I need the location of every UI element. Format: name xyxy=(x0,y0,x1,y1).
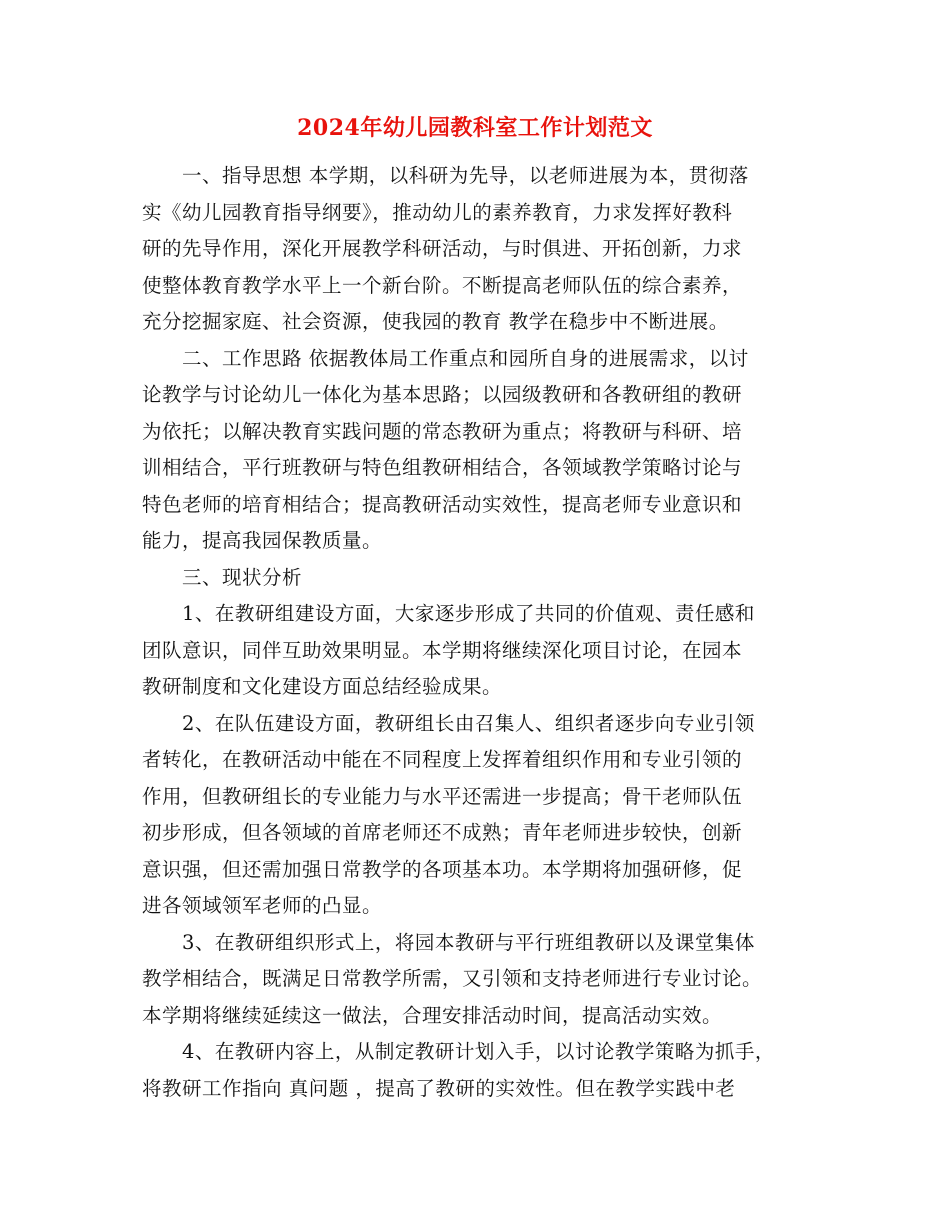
text-line: 实《幼儿园教育指导纲要》，推动幼儿的素养教育，力求发挥好教科 xyxy=(142,200,733,224)
text-line: 者转化，在教研活动中能在不同程度上发挥着组织作用和专业引领的 xyxy=(142,748,743,771)
text-line: 进各领域领军老师的凸显。 xyxy=(142,894,383,917)
text-line: 作用，但教研组长的专业能力与水平还需进一步提高；骨干老师队伍 xyxy=(142,784,743,808)
text-line: 意识强，但还需加强日常教学的各项基本功。本学期将加强研修，促 xyxy=(142,857,743,881)
text-line: 充分挖掘家庭、社会资源，使我园的教育 教学在稳步中不断进展。 xyxy=(142,310,729,333)
text-line: 三、现状分析 xyxy=(182,565,303,589)
text-line: 训相结合，平行班教研与特色组教研相结合，各领域教学策略讨论与 xyxy=(142,456,743,479)
document-title: 2024年幼儿园教科室工作计划范文 xyxy=(297,115,653,141)
text-line: 4、在教研内容上，从制定教研计划入手，以讨论教学策略为抓手， xyxy=(182,1040,775,1063)
text-line: 使整体教育教学水平上一个新台阶。不断提高老师队伍的综合素养， xyxy=(142,273,743,297)
paragraph-item-1 xyxy=(142,596,822,706)
text-line: 论教学与讨论幼儿一体化为基本思路；以园级教研和各教研组的教研 xyxy=(142,383,743,406)
paragraph-work-approach xyxy=(142,341,822,560)
text-line: 2、在队伍建设方面，教研组长由召集人、组织者逐步向专业引领 xyxy=(182,711,755,735)
paragraph-guiding-thought xyxy=(142,158,822,341)
text-line: 教学相结合，既满足日常教学所需，又引领和支持老师进行专业讨论。 xyxy=(142,967,763,990)
document-body xyxy=(142,158,822,1107)
paragraph-item-2 xyxy=(142,706,822,925)
text-line: 研的先导作用，深化开展教学科研活动，与时俱进、开拓创新，力求 xyxy=(142,237,743,260)
text-line: 本学期将继续延续这一做法，合理安排活动时间，提高活动实效。 xyxy=(142,1003,723,1027)
section-heading-status-analysis xyxy=(142,560,822,597)
text-line: 能力，提高我园保教质量。 xyxy=(142,529,383,552)
text-line: 1、在教研组建设方面，大家逐步形成了共同的价值观、责任感和 xyxy=(182,602,755,625)
paragraph-item-3 xyxy=(142,925,822,1035)
text-line: 为依托；以解决教育实践问题的常态教研为重点；将教研与科研、培 xyxy=(142,419,743,443)
text-line: 特色老师的培育相结合；提高教研活动实效性，提高老师专业意识和 xyxy=(142,492,743,516)
text-line: 初步形成，但各领域的首席老师还不成熟；青年老师进步较快，创新 xyxy=(142,821,743,844)
paragraph-item-4 xyxy=(142,1034,822,1107)
text-line: 教研制度和文化建设方面总结经验成果。 xyxy=(142,675,503,698)
text-line: 团队意识，同伴互助效果明显。本学期将继续深化项目讨论，在园本 xyxy=(142,638,743,662)
text-line: 将教研工作指向 真问题 ，提高了教研的实效性。但在教学实践中老 xyxy=(142,1076,736,1100)
text-line: 二、工作思路 依据教体局工作重点和园所自身的进展需求，以讨 xyxy=(182,346,749,370)
text-line: 3、在教研组织形式上，将园本教研与平行班组教研以及课堂集体 xyxy=(182,930,755,954)
text-line: 一、指导思想 本学期，以科研为先导，以老师进展为本，贯彻落 xyxy=(182,164,749,187)
